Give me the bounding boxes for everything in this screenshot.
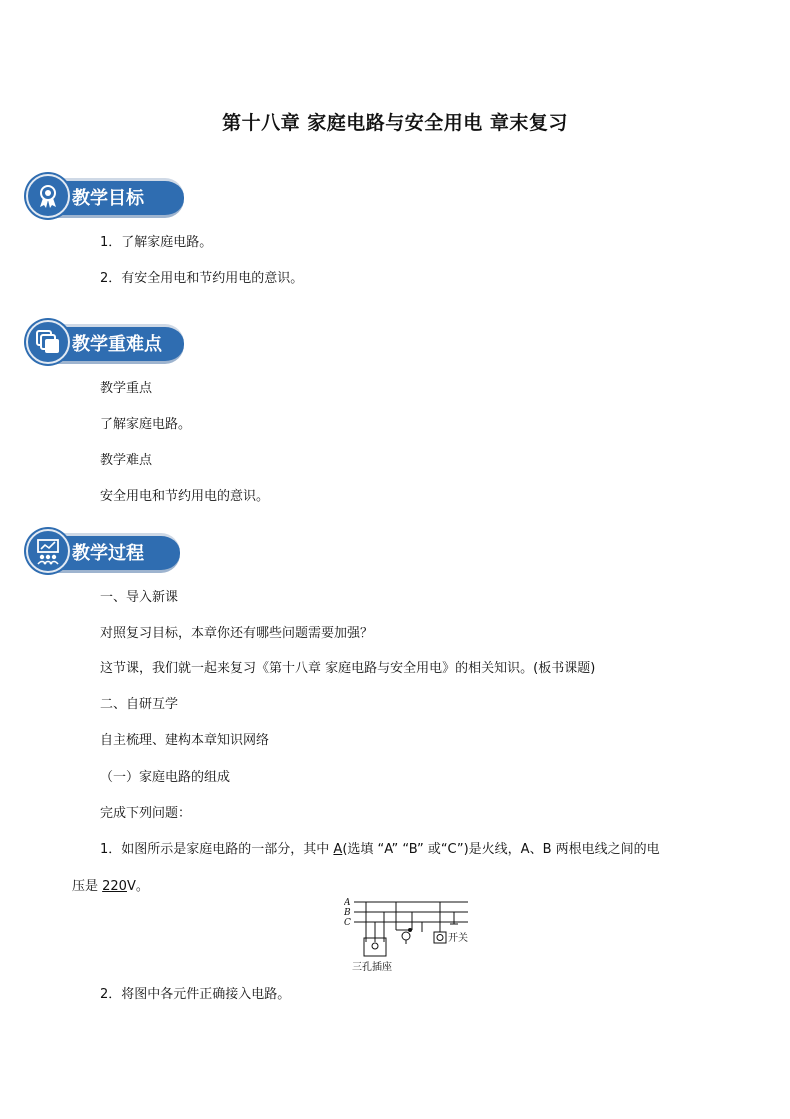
section-heading: 教学目标 [72, 188, 144, 209]
wire-label: A [344, 898, 351, 908]
goal-item: 1．了解家庭电路。 [100, 235, 213, 250]
socket-label: 三孔插座 [352, 962, 392, 973]
key-item: 教学难点 [100, 453, 153, 468]
key-item: 安全用电和节约用电的意识。 [100, 489, 270, 504]
question-1-line-2 [72, 875, 149, 894]
section-banner-key [26, 320, 186, 364]
section-banner-goals [26, 174, 186, 218]
page-title: 第十八章 家庭电路与安全用电 章末复习 [222, 112, 568, 134]
process-item: 这节课，我们就一起来复习《第十八章 家庭电路与安全用电》的相关知识。(板书课题) [100, 661, 596, 676]
wire-label: B [344, 908, 351, 918]
q1-text: V。 [126, 879, 149, 894]
process-item: 一、导入新课 [100, 590, 179, 605]
q1-text: 压是 [72, 879, 103, 894]
process-item: 完成下列问题： [100, 806, 192, 821]
q1-answer-1: A [333, 842, 343, 857]
process-item: （一）家庭电路的组成 [100, 770, 231, 785]
section-heading: 教学重难点 [72, 334, 162, 355]
q1-text: (选填 “A” “B” 或“C”)是火线，A、B 两根电线之间的电 [342, 842, 660, 857]
presentation-icon [34, 537, 62, 565]
section-heading: 教学过程 [72, 543, 144, 564]
award-icon [34, 182, 62, 210]
process-item: 二、自研互学 [100, 697, 179, 712]
household-circuit-figure [344, 896, 474, 976]
lamp-icon [402, 932, 410, 940]
switch-icon [434, 932, 446, 943]
goal-item: 2．有安全用电和节约用电的意识。 [100, 271, 304, 286]
layers-icon [34, 328, 62, 356]
process-item: 自主梳理、建构本章知识网络 [100, 733, 270, 748]
key-item: 教学重点 [100, 381, 153, 396]
key-item: 了解家庭电路。 [100, 417, 192, 432]
wire-label: C [344, 918, 351, 928]
question-2: 2．将图中各元件正确接入电路。 [100, 987, 291, 1002]
process-item: 对照复习目标，本章你还有哪些问题需要加强？ [100, 626, 374, 641]
q1-answer-2: 220 [102, 879, 127, 894]
section-banner-process [26, 529, 184, 573]
switch-label: 开关 [448, 933, 468, 944]
question-1-line-1 [100, 838, 660, 857]
q1-text: 1．如图所示是家庭电路的一部分，其中 [100, 842, 334, 857]
